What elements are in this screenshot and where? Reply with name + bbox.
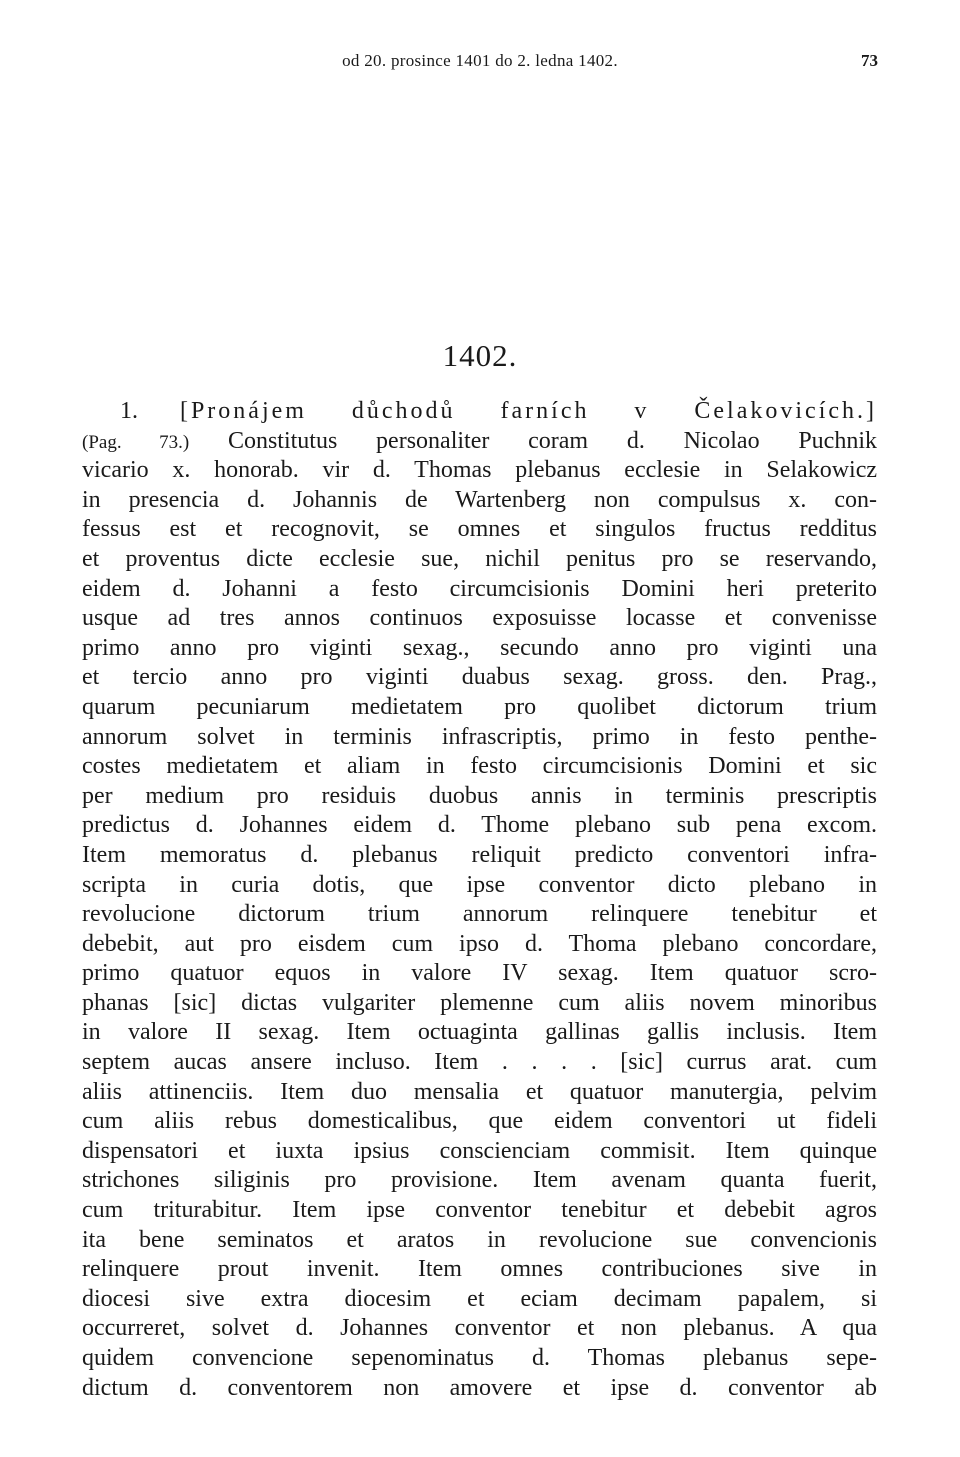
text-line: cum aliis rebus domesticalibus, que eidem conventori ut fideli [82, 1108, 877, 1135]
text-line: quarum pecuniarum medietatem pro quolibet dictorum trium [82, 693, 877, 720]
text-line: usque ad tres annos continuos exposuisse locasse et convenisse [82, 605, 877, 632]
text-line: phanas [sic] dictas vulgariter plemenne cum aliis novem minoribus [82, 989, 877, 1016]
text-line: per medium pro residuis duobus annis in terminis prescriptis [82, 782, 877, 809]
text-line: predictus d. Johannes eidem d. Thome plebano sub pena excom. [82, 812, 877, 839]
page-number: 73 [861, 51, 878, 70]
text-line: et tercio anno pro viginti duabus sexag. gross. den. Prag., [82, 664, 877, 691]
text-line: debebit, aut pro eisdem cum ipso d. Thoma plebano concordare, [82, 930, 877, 957]
text-line: diocesi sive extra diocesim et eciam decimam papalem, si [82, 1285, 877, 1312]
text-line: primo quatuor equos in valore IV sexag. Item quatuor scro- [82, 960, 877, 987]
text-line: aliis attinenciis. Item duo mensalia et quatuor manutergia, pelvim [82, 1078, 877, 1105]
running-title: od 20. prosince 1401 do 2. ledna 1402. [342, 51, 618, 70]
text-line: costes medietatem et aliam in festo circumcisionis Domini et sic [82, 753, 877, 780]
text-line: quidem convencione sepenominatus d. Thomas plebanus sepe- [82, 1345, 877, 1371]
text-line: annorum solvet in terminis infrascriptis, primo in festo penthe- [82, 723, 877, 750]
year-heading: 1402. [442, 338, 518, 373]
entry-title-line [82, 397, 877, 427]
text-line: dictum d. conventorem non amovere et ipse d. conventor ab [82, 1374, 877, 1401]
text-line: vicario x. honorab. vir d. Thomas plebanus ecclesie in Selakowicz [82, 457, 877, 484]
text-line: Item memoratus d. plebanus reliquit predicto conventori infra- [82, 841, 877, 868]
entry-text [82, 397, 877, 1403]
text-line [82, 427, 877, 457]
text-line-content: Constitutus personaliter coram d. Nicolao Puchnik [227, 427, 878, 454]
text-line: cum triturabitur. Item ipse conventor tenebitur et debebit agros [82, 1197, 877, 1224]
page-reference: (Pag. 73.) [82, 431, 190, 453]
text-line: et proventus dicte ecclesie sue, nichil penitus pro se reservando, [82, 545, 877, 572]
text-line: primo anno pro viginti sexag., secundo anno pro viginti una [82, 634, 877, 661]
text-line: in presencia d. Johannis de Wartenberg non compulsus x. con- [82, 486, 877, 513]
text-line: scripta in curia dotis, que ipse conventor dicto plebano in [82, 871, 877, 898]
text-line: dispensatori et iuxta ipsius conscienciam commisit. Item quinque [82, 1137, 877, 1164]
entry-title: [Pronájem důchodů farních v Čelakovicích.] [179, 398, 878, 424]
text-line: eidem d. Johanni a festo circumcisionis Domini heri preterito [82, 575, 877, 602]
text-line: occurreret, solvet d. Johannes conventor et non plebanus. A qua [82, 1315, 877, 1342]
text-line: revolucione dictorum trium annorum relinquere tenebitur et [82, 901, 877, 928]
entry-number: 1. [120, 398, 138, 424]
text-line: relinquere prout invenit. Item omnes contribuciones sive in [82, 1256, 877, 1283]
text-line: in valore II sexag. Item octuaginta gallinas gallis inclusis. Item [82, 1019, 877, 1046]
running-header [0, 46, 960, 76]
text-line: septem aucas ansere incluso. Item . . . . [sic] currus arat. cum [82, 1049, 877, 1076]
text-line: fessus est et recognovit, se omnes et singulos fructus redditus [82, 516, 877, 543]
text-line: ita bene seminatos et aratos in revolucione sue convencionis [82, 1226, 877, 1253]
text-line: strichones siliginis pro provisione. Item avenam quanta fuerit, [82, 1167, 877, 1194]
